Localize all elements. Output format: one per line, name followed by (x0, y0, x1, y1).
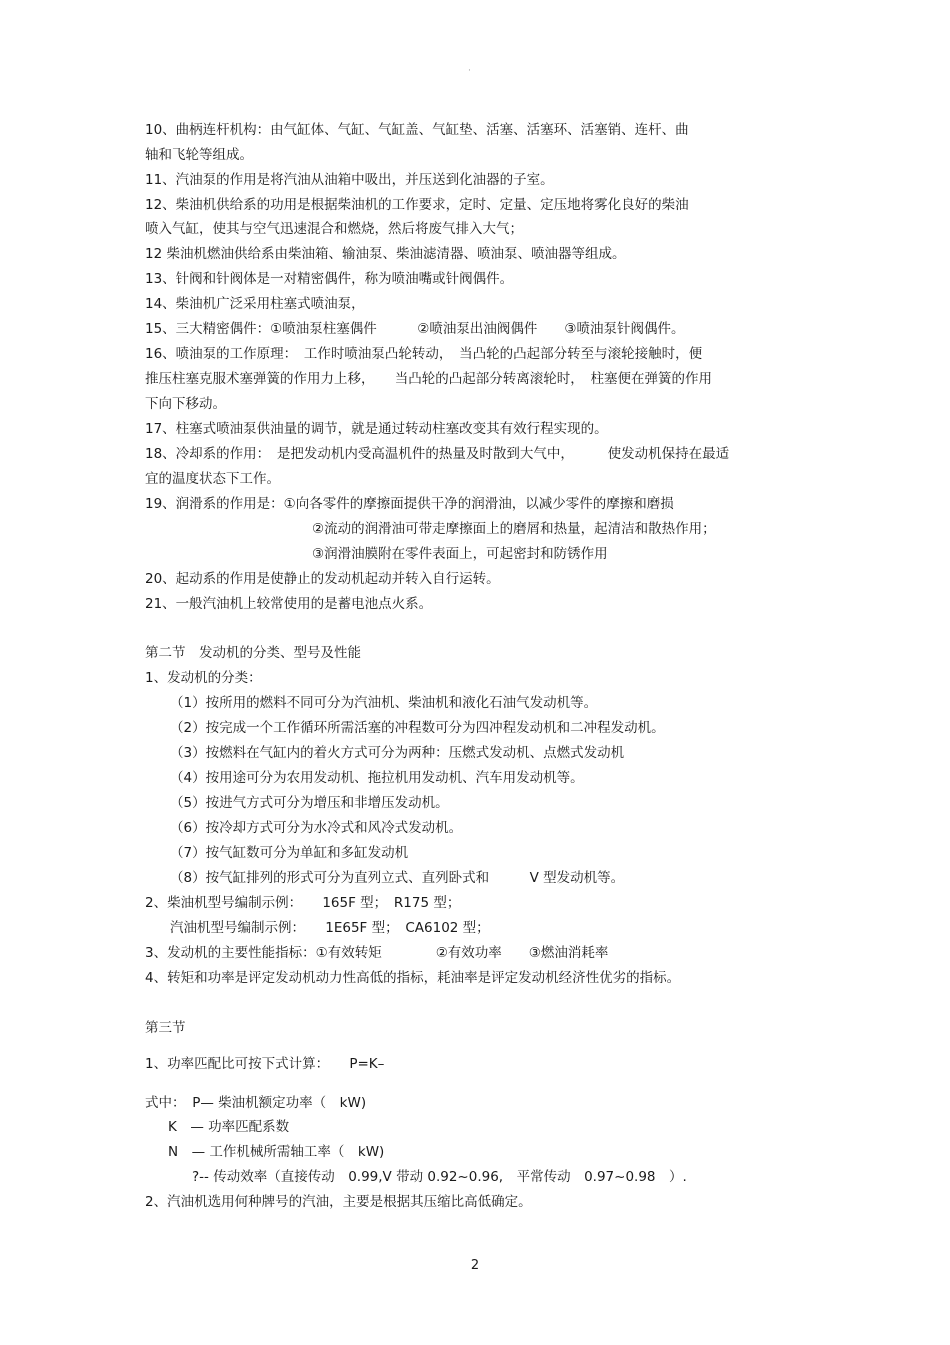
text-line: 1、发动机的分类： (145, 670, 262, 686)
text-line: 10、曲柄连杆机构：由气缸体、气缸、气缸盖、气缸垫、活塞、活塞环、活塞销、连杆、曲 (145, 122, 689, 138)
list-item: （1）按所用的燃料不同可分为汽油机、柴油机和液化石油气发动机等。 (170, 695, 598, 711)
section-heading: 第二节 发动机的分类、型号及性能 (145, 645, 361, 661)
formula-line: 1、功率匹配比可按下式计算： P=K– (145, 1056, 385, 1072)
list-item: （8）按气缸排列的形式可分为直列立式、直列卧式和 V 型发动机等。 (170, 870, 625, 886)
text-line: 16、喷油泵的工作原理： 工作时喷油泵凸轮转动， 当凸轮的凸起部分转至与滚轮接触时，便 (145, 346, 703, 362)
text-line: 2、汽油机选用何种牌号的汽油，主要是根据其压缩比高低确定。 (145, 1194, 532, 1210)
text-line: 15、三大精密偶件：①喷油泵柱塞偶件 ②喷油泵出油阀偶件 ③喷油泵针阀偶件。 (145, 321, 685, 337)
list-item: （3）按燃料在气缸内的着火方式可分为两种：压燃式发动机、点燃式发动机 (170, 745, 625, 761)
text-line: 4、转矩和功率是评定发动机动力性高低的指标，耗油率是评定发动机经济性优劣的指标。 (145, 970, 681, 986)
text-line: 喷入气缸，使其与空气迅速混合和燃烧，然后将废气排入大气； (145, 221, 523, 237)
text-line: 12、柴油机供给系的功用是根据柴油机的工作要求，定时、定量、定压地将雾化良好的柴油 (145, 197, 689, 213)
text-line: 汽油机型号编制示例： 1E65F 型； CA6102 型； (170, 920, 490, 936)
list-item: （5）按进气方式可分为增压和非增压发动机。 (170, 795, 449, 811)
page-number: 2 (470, 1258, 480, 1273)
text-line: ③润滑油膜附在零件表面上，可起密封和防锈作用 (312, 546, 608, 562)
text-line: ②流动的润滑油可带走摩擦面上的磨屑和热量，起清洁和散热作用； (312, 521, 716, 537)
text-line: 3、发动机的主要性能指标：①有效转矩 ②有效功率 ③燃油消耗率 (145, 945, 609, 961)
list-item: （2）按完成一个工作循环所需活塞的冲程数可分为四冲程发动机和二冲程发动机。 (170, 720, 665, 736)
text-line: N — 工作机械所需轴工率（ kW) (168, 1144, 385, 1160)
text-line: 14、柴油机广泛采用柱塞式喷油泵， (145, 296, 365, 312)
text-line: 18、冷却系的作用： 是把发动机内受高温机件的热量及时散到大气中， 使发动机保持在最适 (145, 446, 730, 462)
text-line: 宜的温度状态下工作。 (145, 471, 280, 487)
header-mark: · (468, 66, 471, 76)
text-line: 推压柱塞克服术塞弹簧的作用力上移， 当凸轮的凸起部分转离滚轮时， 柱塞便在弹簧的作用 (145, 371, 712, 387)
text-line: 17、柱塞式喷油泵供油量的调节，就是通过转动柱塞改变其有效行程实现的。 (145, 421, 608, 437)
text-line: 11、汽油泵的作用是将汽油从油箱中吸出，并压送到化油器的子室。 (145, 172, 554, 188)
text-line: 19、润滑系的作用是：①向各零件的摩擦面提供干净的润滑油，以减少零件的摩擦和磨损 (145, 496, 674, 512)
text-line: 2、柴油机型号编制示例： 165F 型； R175 型； (145, 895, 461, 911)
text-line: 20、起动系的作用是使静止的发动机起动并转入自行运转。 (145, 571, 500, 587)
text-line: 式中： P— 柴油机额定功率（ kW) (145, 1095, 367, 1111)
text-line: 轴和飞轮等组成。 (145, 147, 253, 163)
section-heading: 第三节 (145, 1020, 186, 1036)
text-line: 下向下移动。 (145, 396, 226, 412)
text-line: K — 功率匹配系数 (168, 1119, 290, 1135)
list-item: （6）按冷却方式可分为水冷式和风冷式发动机。 (170, 820, 463, 836)
text-line: 13、针阀和针阀体是一对精密偶件，称为喷油嘴或针阀偶件。 (145, 271, 514, 287)
list-item: （4）按用途可分为农用发动机、拖拉机用发动机、汽车用发动机等。 (170, 770, 584, 786)
text-line: ?-- 传动效率（直接传动 0.99,V 带动 0.92~0.96, 平常传动 0.97~0.98 ）. (192, 1169, 687, 1185)
list-item: （7）按气缸数可分为单缸和多缸发动机 (170, 845, 409, 861)
text-line: 12 柴油机燃油供给系由柴油箱、输油泵、柴油滤清器、喷油泵、喷油器等组成。 (145, 246, 626, 262)
text-line: 21、一般汽油机上较常使用的是蓄电池点火系。 (145, 596, 433, 612)
